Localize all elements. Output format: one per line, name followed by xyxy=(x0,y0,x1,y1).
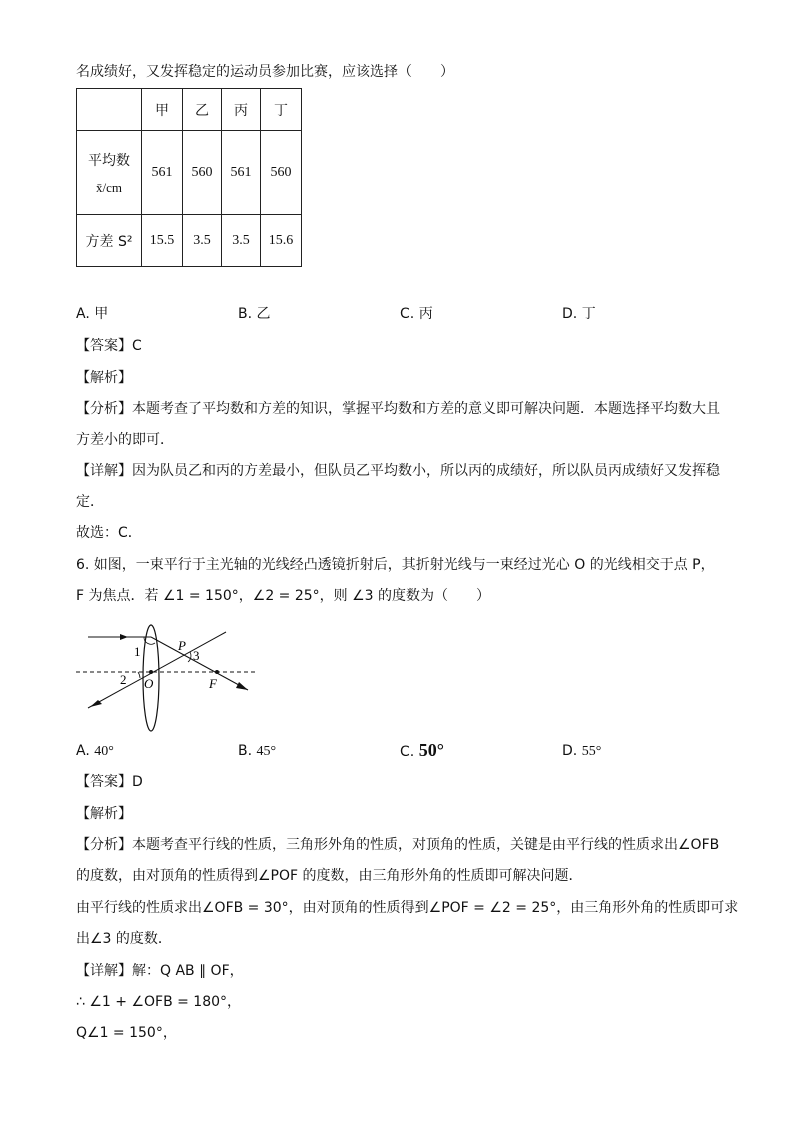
label-f: F xyxy=(209,676,217,691)
option-text: 50° xyxy=(418,740,444,760)
arrow-icon xyxy=(120,634,128,640)
mean-label-cell xyxy=(77,131,142,215)
option-text: 甲 xyxy=(94,306,109,322)
table-header-cell: 甲 xyxy=(142,89,183,131)
arrow-icon xyxy=(236,682,248,690)
option-letter: A. xyxy=(76,743,90,759)
table-cell: 560 xyxy=(183,131,222,215)
mean-label: 平均数 xyxy=(88,152,130,169)
q6-detail-line: ∴ ∠1 + ∠OFB = 180°， xyxy=(76,994,242,1010)
lens-figure xyxy=(76,620,266,744)
q6-stem-line: 6. 如图，一束平行于主光轴的光线经凸透镜折射后，其折射光线与一束经过光心 O 的光线相交于点 P， xyxy=(76,557,715,573)
point-o xyxy=(149,670,153,674)
q5-detail-line: 【详解】因为队员乙和丙的方差最小，但队员乙平均数小，所以丙的成绩好，所以队员丙成绩好又发挥稳 xyxy=(76,463,720,479)
angle-2-arc xyxy=(138,672,140,678)
q6-analysis-line: 的度数，由对顶角的性质得到∠POF 的度数，由三角形外角的性质即可解决问题． xyxy=(76,868,583,884)
table-header-cell: 丙 xyxy=(222,89,261,131)
option-letter: B. xyxy=(238,306,253,322)
table-cell: 15.5 xyxy=(142,215,183,267)
table-cell: 15.6 xyxy=(261,215,302,267)
label-2: 2 xyxy=(120,672,127,687)
option-text: 乙 xyxy=(256,306,271,322)
option-letter: B. xyxy=(238,743,253,759)
label-1: 1 xyxy=(134,644,141,659)
mean-unit-label: x̄/cm xyxy=(96,179,122,195)
q5-analysis-head: 【解析】 xyxy=(76,370,132,386)
table-cell: 3.5 xyxy=(183,215,222,267)
option-letter: D. xyxy=(562,743,578,759)
q6-option-a xyxy=(76,741,114,762)
q6-option-c xyxy=(400,740,444,762)
table-cell: 561 xyxy=(142,131,183,215)
q5-intro: 名成绩好，又发挥稳定的运动员参加比赛，应该选择（ ） xyxy=(76,64,454,80)
q5-option-b xyxy=(238,304,271,324)
q6-analysis-line: 【分析】本题考查平行线的性质，三角形外角的性质，对顶角的性质，关键是由平行线的性质求出∠OFB xyxy=(76,837,720,853)
table-cell: 3.5 xyxy=(222,215,261,267)
option-letter: C. xyxy=(400,744,415,760)
table-row-variance xyxy=(77,215,302,267)
option-text: 55° xyxy=(581,744,602,759)
label-o: O xyxy=(144,676,154,691)
option-letter: D. xyxy=(562,306,578,322)
table-header-cell: 丁 xyxy=(261,89,302,131)
label-p: P xyxy=(178,638,186,653)
table-header-cell: 乙 xyxy=(183,89,222,131)
option-letter: C. xyxy=(400,306,415,322)
q6-analysis-line: 由平行线的性质求出∠OFB = 30°，由对顶角的性质得到∠POF = ∠2 = 25°，由三角形外角的性质即可求 xyxy=(76,900,739,916)
q5-analysis-line: 方差小的即可． xyxy=(76,432,174,448)
q6-analysis-head: 【解析】 xyxy=(76,806,132,822)
table-cell: 561 xyxy=(222,131,261,215)
refracted-ray xyxy=(151,637,248,690)
q6-stem-line: F 为焦点．若 ∠1 = 150°，∠2 = 25°，则 ∠3 的度数为（ ） xyxy=(76,588,491,604)
q5-answer: 【答案】C xyxy=(76,338,142,354)
q6-analysis-line: 出∠3 的度数． xyxy=(76,931,172,947)
stats-table xyxy=(76,88,302,267)
q5-detail-line: 定． xyxy=(76,494,104,510)
q5-option-a xyxy=(76,304,108,324)
q5-option-c xyxy=(400,304,433,324)
q6-answer: 【答案】D xyxy=(76,774,143,790)
q6-detail-line: Q∠1 = 150°， xyxy=(76,1025,177,1041)
variance-label: 方差 S² xyxy=(77,215,142,267)
table-row-mean xyxy=(77,131,302,215)
option-text: 丙 xyxy=(418,306,433,322)
lens-diagram xyxy=(76,620,266,740)
table-header-cell xyxy=(77,89,142,131)
q5-analysis-line: 【分析】本题考查了平均数和方差的知识，掌握平均数和方差的意义即可解决问题．本题选择平均数大且 xyxy=(76,401,720,417)
table-cell: 560 xyxy=(261,131,302,215)
label-3: 3 xyxy=(193,648,200,663)
q6-option-d xyxy=(562,741,601,762)
option-text: 丁 xyxy=(581,306,596,322)
point-f xyxy=(215,670,219,674)
option-text: 45° xyxy=(256,744,277,759)
table-header-row xyxy=(77,89,302,131)
q6-detail-line: 【详解】解：Q AB ∥ OF， xyxy=(76,963,244,979)
option-text: 40° xyxy=(94,744,114,759)
option-letter: A. xyxy=(76,306,90,322)
q5-choose: 故选：C． xyxy=(76,525,142,541)
q6-option-b xyxy=(238,741,276,762)
q5-option-d xyxy=(562,304,596,324)
